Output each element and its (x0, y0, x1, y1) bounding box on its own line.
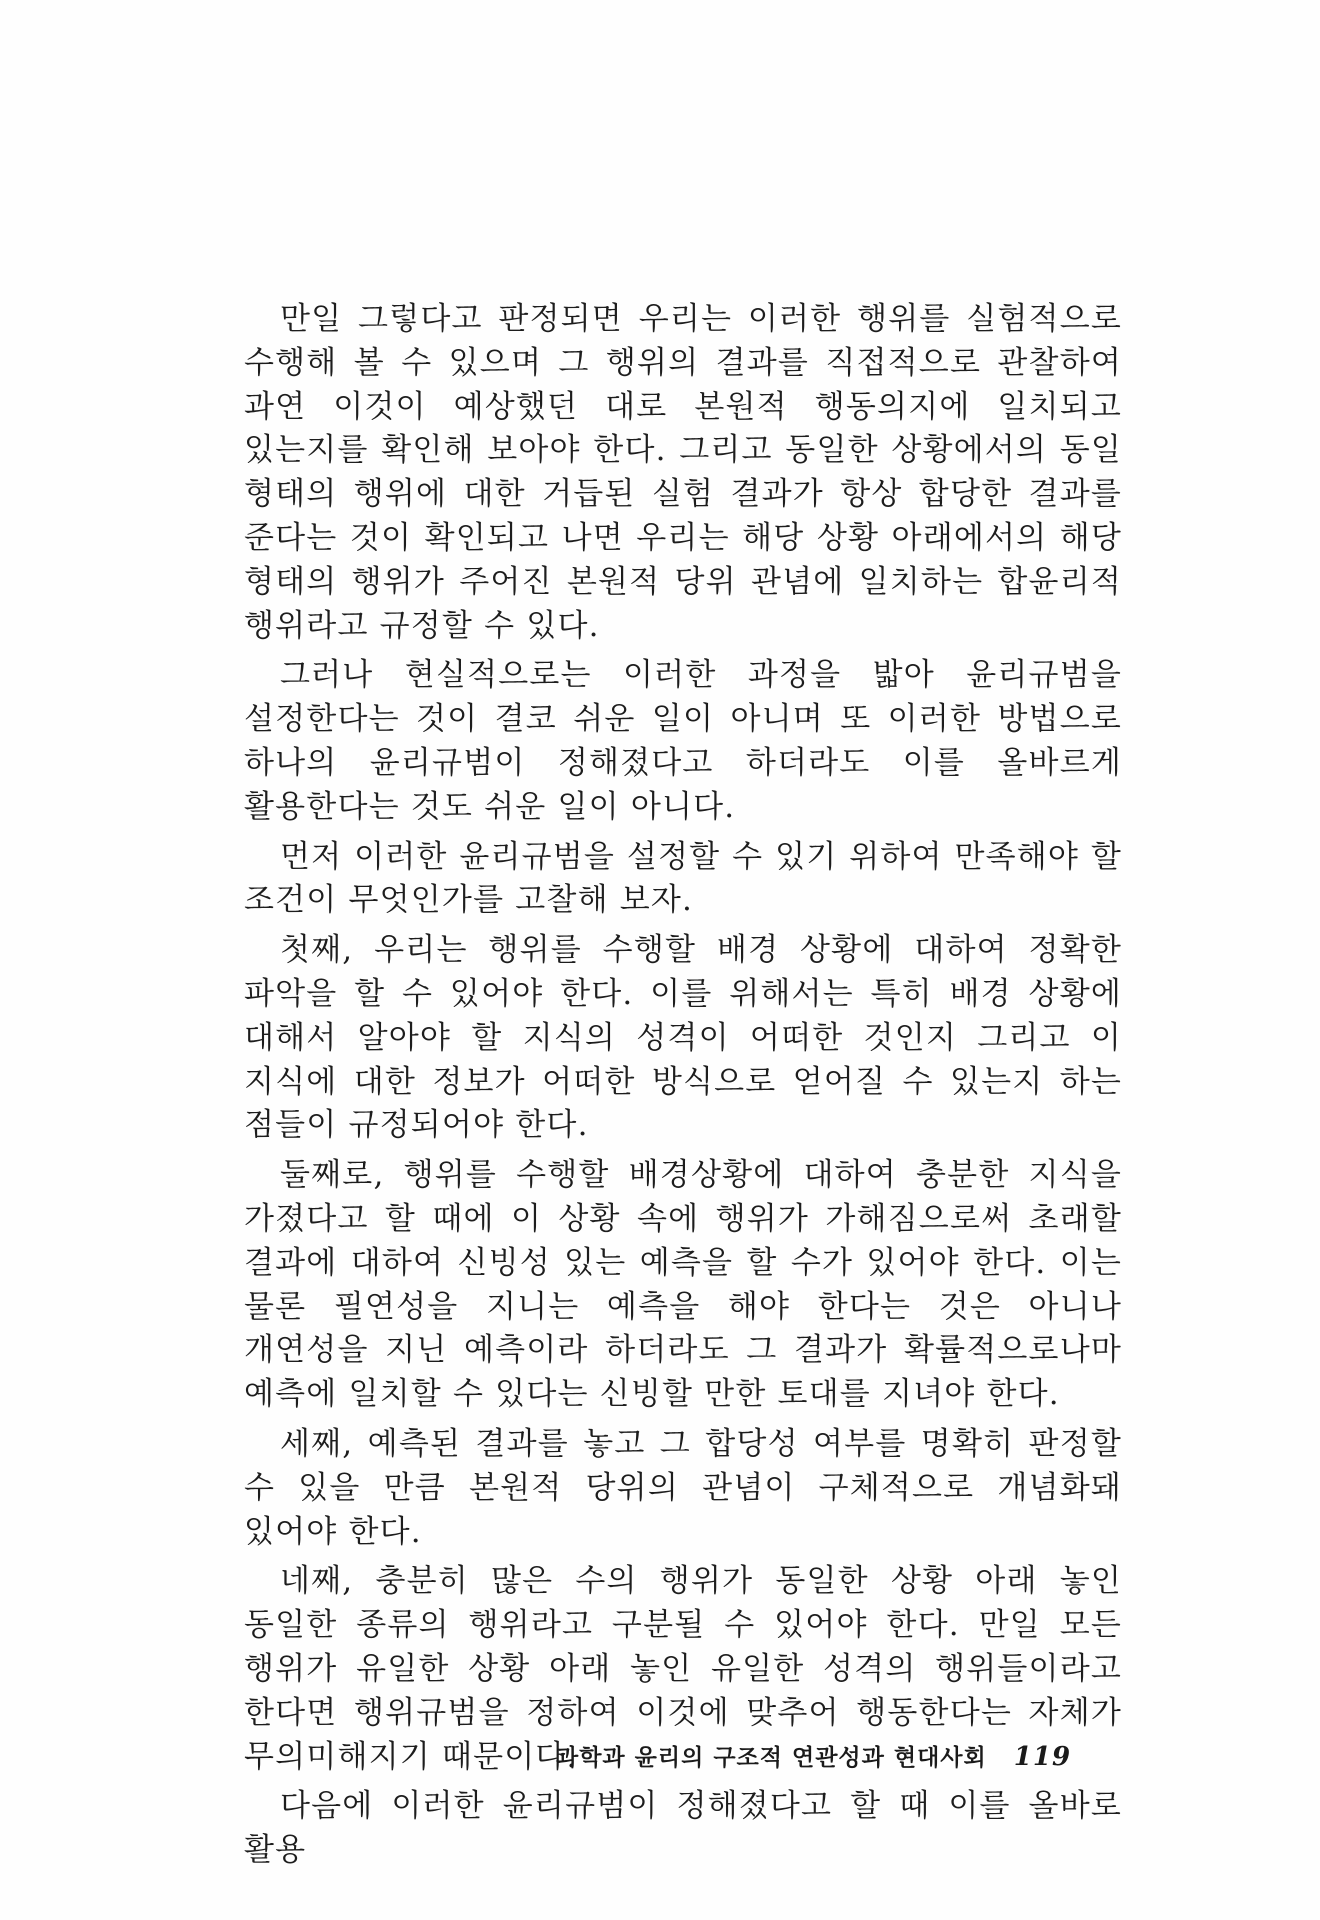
paragraph: 그러나 현실적으로는 이러한 과정을 밟아 윤리규범을 설정한다는 것이 결코 쉬운 일이 아니며 또 이러한 방법으로 하나의 윤리규범이 정해졌다고 하더라도 이를 올바르게 활용한다는 것도 쉬운 일이 아니다. (244, 657, 1122, 825)
running-title: 과학과 윤리의 구조적 연관성과 현대사회 (556, 1744, 987, 1771)
paragraph: 세째, 예측된 결과를 놓고 그 합당성 여부를 명확히 판정할 수 있을 만큼 본원적 당위의 관념이 구체적으로 개념화돼 있어야 한다. (244, 1425, 1122, 1550)
paragraph: 다음에 이러한 윤리규범이 정해졌다고 할 때 이를 올바로 활용 (244, 1788, 1122, 1869)
paragraph: 먼저 이러한 윤리규범을 설정할 수 있기 위하여 만족해야 할 조건이 무엇인가를 고찰해 보자. (244, 838, 1122, 919)
paragraph: 둘째로, 행위를 수행할 배경상황에 대하여 충분한 지식을 가졌다고 할 때에 이 상황 속에 행위가 가해짐으로써 초래할 결과에 대하여 신빙성 있는 예측을 할 수가 있어야 한다. 이는 물론 필연성을 지니는 예측을 해야 한다는 것은 아니나 개연성을 지닌 예측이라 하더라도 그 결과가 확률적으로나마 예측에 일치할 수 있다는 신빙할 만한 토대를 지녀야 한다. (244, 1157, 1122, 1413)
page-footer (556, 1739, 1096, 1772)
paragraph: 네째, 충분히 많은 수의 행위가 동일한 상황 아래 놓인 동일한 종류의 행위라고 구분될 수 있어야 한다. 만일 모든 행위가 유일한 상황 아래 놓인 유일한 성격의 행위들이라고 한다면 행위규범을 정하여 이것에 맞추어 행동한다는 자체가 무의미해지기 때문이다. (244, 1563, 1122, 1775)
paragraph: 만일 그렇다고 판정되면 우리는 이러한 행위를 실험적으로 수행해 볼 수 있으며 그 행위의 결과를 직접적으로 관찰하여 과연 이것이 예상했던 대로 본원적 행동의지에 일치되고 있는지를 확인해 보아야 한다. 그리고 동일한 상황에서의 동일 형태의 행위에 대한 거듭된 실험 결과가 항상 합당한 결과를 준다는 것이 확인되고 나면 우리는 해당 상황 아래에서의 해당 형태의 행위가 주어진 본원적 당위 관념에 일치하는 합윤리적 행위라고 규정할 수 있다. (244, 301, 1122, 644)
page-number: 119 (1013, 1742, 1072, 1772)
paragraph: 첫째, 우리는 행위를 수행할 배경 상황에 대하여 정확한 파악을 할 수 있어야 한다. 이를 위해서는 특히 배경 상황에 대해서 알아야 할 지식의 성격이 어떠한 것인지 그리고 이 지식에 대한 정보가 어떠한 방식으로 얻어질 수 있는지 하는 점들이 규정되어야 한다. (244, 932, 1122, 1144)
body-text (244, 298, 1122, 1879)
